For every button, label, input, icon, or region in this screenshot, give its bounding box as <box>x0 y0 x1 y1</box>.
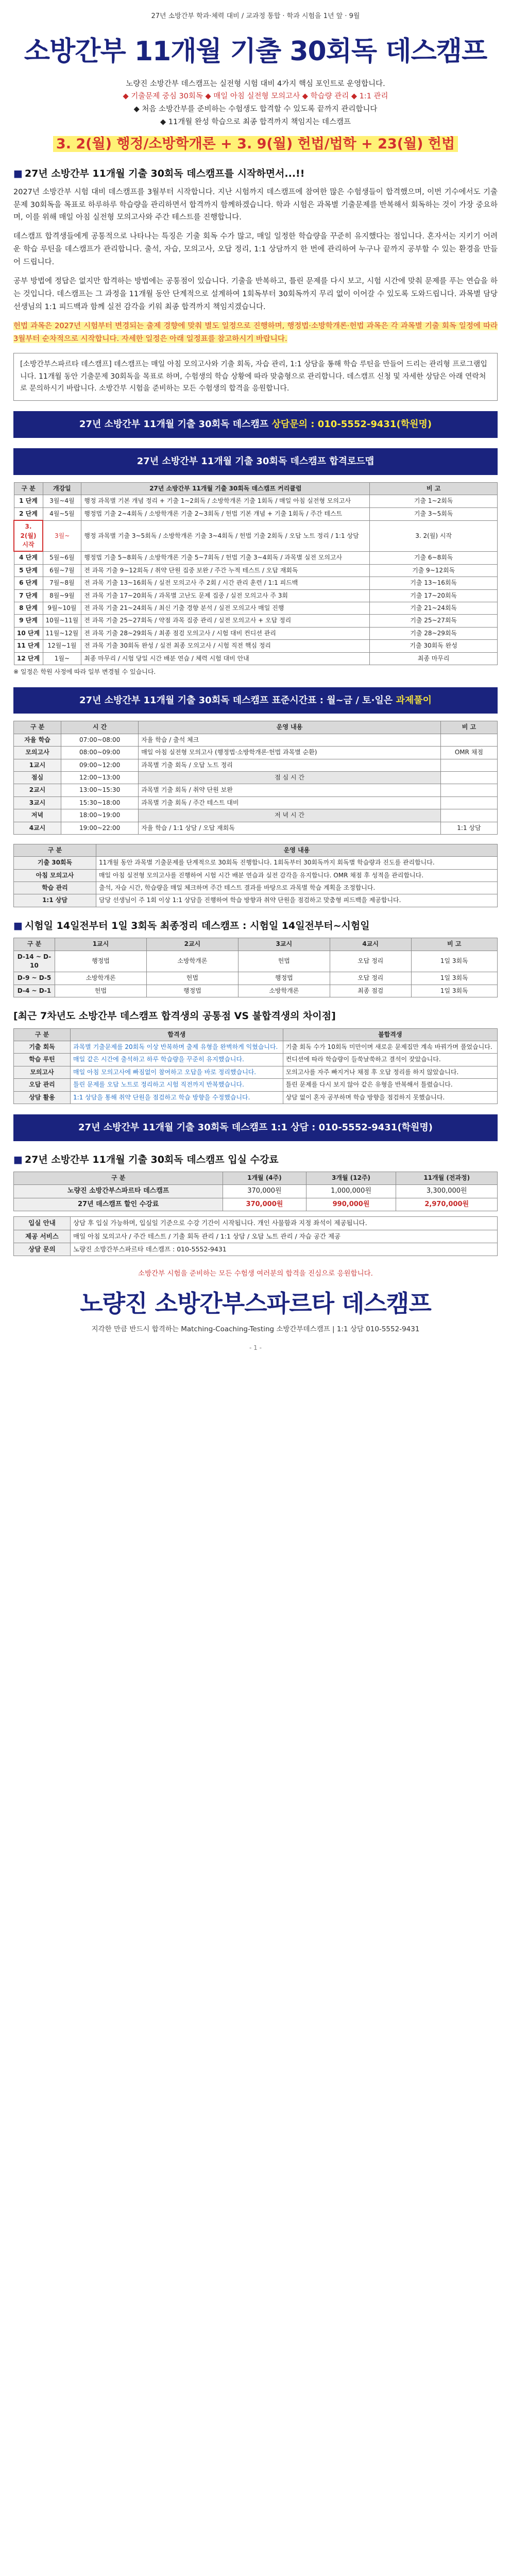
schedule-plan: 행정 과목별 기출 3~5회독 / 소방학개론 기출 3~4회독 / 헌법 기출 2회독 / 오답 노트 정리 / 1:1 상담 <box>81 520 370 551</box>
table-row <box>14 652 498 665</box>
table-row <box>14 520 498 551</box>
intro-section-title <box>13 166 498 181</box>
schedule-note: 기출 28~29회독 <box>370 627 498 639</box>
table-row <box>14 615 498 627</box>
table-row <box>14 640 498 652</box>
daily-label: 모의고사 <box>14 747 61 759</box>
schedule-note: 최종 마무리 <box>370 652 498 665</box>
table-row <box>14 822 498 834</box>
info-label: 제공 서비스 <box>14 1230 71 1243</box>
col-header: 구 분 <box>14 1028 71 1041</box>
curriculum-label: 1:1 상담 <box>14 894 96 907</box>
highlight-text: 헌법 과목은 2027년 시험부터 변경되는 출제 경향에 맞춰 별도 일정으로 진행하며, 행정법·소방학개론·헌법 과목은 각 과목별 기출 회독 일정에 따라 3월부터 순차적으로 시작합니다. 자세한 일정은 아래 일정표를 참고하시기 바랍니다. <box>13 322 498 343</box>
table-row <box>14 1079 498 1091</box>
fee-contact-bar <box>13 1114 498 1141</box>
intro-highlight-paragraph <box>13 320 498 346</box>
col-header: 운영 내용 <box>139 721 441 734</box>
fee-cell: 370,000원 <box>223 1198 306 1211</box>
fee-cell: 2,970,000원 <box>396 1198 498 1211</box>
schedule-step: 2 단계 <box>14 507 43 520</box>
schedule-step: 7 단계 <box>14 589 43 602</box>
daily-note: OMR 채점 <box>440 747 497 759</box>
hero-line: 노량진 소방간부 데스캠프는 실전형 시험 대비 4가지 핵심 포인트로 운영합니다. <box>126 79 385 88</box>
schedule-note: 기출 6~8회독 <box>370 551 498 564</box>
intro-paragraph: 2027년 소방간부 시험 대비 데스캠프를 3월부터 시작합니다. 지난 시험까지 데스캠프에 참여한 많은 수험생들이 합격했으며, 이번 기수에서도 기출문제 30회독을 목표로 하루하루 학습량을 관리하면서 합격까지 함께하겠습니다. 학과 시험은 과목별 기출문제를 반복해서 회독하는 것이 가장 중요하며, 이를 위해 매일 아침 실전형 모의고사와 주간 테스트를 진행합니다. <box>13 188 498 222</box>
exam-cell: 소방학개론 <box>55 972 147 985</box>
table-header-row <box>14 1028 498 1041</box>
daily-time: 12:00~13:00 <box>61 771 139 784</box>
daily-note <box>440 734 497 746</box>
compare-pass: 과목별 기출문제를 20회독 이상 반복하며 출제 유형을 완벽하게 익혔습니다. <box>71 1041 283 1054</box>
col-header: 4교시 <box>330 938 411 951</box>
schedule-note: 기출 9~12회독 <box>370 564 498 577</box>
exam-cell: 헌법 <box>238 951 330 972</box>
compare-label: 기출 회독 <box>14 1041 71 1054</box>
col-header: 비 고 <box>440 721 497 734</box>
schedule-date: 6월~7월 <box>43 564 81 577</box>
exam-cell: 소방학개론 <box>238 985 330 997</box>
col-header: 불합격생 <box>283 1028 497 1041</box>
schedule-plan: 전 과목 기출 13~16회독 / 실전 모의고사 주 2회 / 시간 관리 훈련 / 1:1 피드백 <box>81 577 370 589</box>
col-header: 27년 소방간부 11개월 기출 30회독 데스캠프 커리큘럼 <box>81 483 370 495</box>
start-date-highlight <box>13 133 498 155</box>
table-row <box>14 1217 498 1230</box>
table-row <box>14 784 498 796</box>
table-row <box>14 1091 498 1104</box>
col-header: 비 고 <box>411 938 497 951</box>
schedule-note: 기출 25~27회독 <box>370 615 498 627</box>
table-row <box>14 809 498 822</box>
fee-table <box>13 1172 498 1211</box>
info-content: 매일 아침 모의고사 / 주간 테스트 / 기출 회독 관리 / 1:1 상담 / 오답 노트 관리 / 자습 공간 제공 <box>71 1230 498 1243</box>
fee-cell: 1,000,000원 <box>306 1184 396 1198</box>
table-row <box>14 747 498 759</box>
curriculum-table <box>13 844 498 907</box>
col-header: 1개월 (4주) <box>223 1172 306 1184</box>
compare-fail: 컨디션에 따라 학습량이 들쑥날쑥하고 결석이 잦았습니다. <box>283 1054 497 1066</box>
footer-subtitle: 지각한 만큼 반드시 합격하는 Matching-Coaching-Testing 소방간부데스캠프 | 1:1 상담 010-5552-9431 <box>91 1325 420 1334</box>
col-header: 합격생 <box>71 1028 283 1041</box>
daily-bar-highlight: 과제풀이 <box>396 694 432 706</box>
table-row <box>14 577 498 589</box>
daily-body <box>14 734 498 834</box>
exam-cell: 헌법 <box>55 985 147 997</box>
schedule-step: 6 단계 <box>14 577 43 589</box>
table-row <box>14 602 498 614</box>
table-row <box>14 734 498 746</box>
schedule-plan: 전 과목 기출 17~20회독 / 과목별 고난도 문제 집중 / 실전 모의고사 주 3회 <box>81 589 370 602</box>
curriculum-content: 11개월 동안 과목별 기출문제를 단계적으로 30회독 진행합니다. 1회독부터 30회독까지 회독별 학습량과 진도를 관리합니다. <box>96 857 498 869</box>
top-note: 27년 소방간부 학과·체력 대비 / 교과정 통합 · 학과 시험을 1년 앞 · 9월 <box>151 12 360 20</box>
table-row <box>14 894 498 907</box>
table-row <box>14 857 498 869</box>
table-row <box>14 759 498 771</box>
schedule-body <box>14 495 498 665</box>
table-row <box>14 796 498 809</box>
table-row <box>14 1230 498 1243</box>
daily-table <box>13 721 498 835</box>
daily-time: 08:00~09:00 <box>61 747 139 759</box>
schedule-step: 11 단계 <box>14 640 43 652</box>
fee-label: 27년 데스캠프 할인 수강료 <box>14 1198 223 1211</box>
col-header: 3개월 (12주) <box>306 1172 396 1184</box>
compare-pass: 틀린 문제를 오답 노트로 정리하고 시험 직전까지 반복했습니다. <box>71 1079 283 1091</box>
contact-phone: 상담문의 : 010-5552-9431(학원명) <box>271 419 432 430</box>
exam-cell: 행정법 <box>238 972 330 985</box>
schedule-date: 4월~5월 <box>43 507 81 520</box>
schedule-plan: 전 과목 기출 28~29회독 / 최종 점검 모의고사 / 시험 대비 컨디션 관리 <box>81 627 370 639</box>
daily-content: 저 녁 시 간 <box>139 809 441 822</box>
daily-label: 4교시 <box>14 822 61 834</box>
exam-label: D-4 ~ D-1 <box>14 985 55 997</box>
daily-time: 07:00~08:00 <box>61 734 139 746</box>
exam-table <box>13 938 498 997</box>
table-header-row <box>14 938 498 951</box>
schedule-plan: 최종 마무리 / 시험 당일 시간 배분 연습 / 체력 시험 대비 안내 <box>81 652 370 665</box>
schedule-date: 3월~ <box>43 520 81 551</box>
daily-note <box>440 796 497 809</box>
fee-title-text: 27년 소방간부 11개월 기출 30회독 데스캠프 입실 수강료 <box>24 1154 279 1165</box>
schedule-date: 5월~6월 <box>43 551 81 564</box>
exam-cell: 행정법 <box>55 951 147 972</box>
compare-table <box>13 1028 498 1104</box>
compare-fail: 상담 없이 혼자 공부하며 학습 방향을 점검하지 못했습니다. <box>283 1091 497 1104</box>
col-header: 3교시 <box>238 938 330 951</box>
exam-cell: 행정법 <box>146 985 238 997</box>
info-content: 상담 후 입실 가능하며, 입실일 기준으로 수강 기간이 시작됩니다. 개인 사물함과 지정 좌석이 제공됩니다. <box>71 1217 498 1230</box>
daily-note <box>440 771 497 784</box>
daily-content: 과목별 기출 회독 / 취약 단원 보완 <box>139 784 441 796</box>
contact-bar <box>13 411 498 438</box>
daily-note <box>440 759 497 771</box>
schedule-note: 기출 21~24회독 <box>370 602 498 614</box>
schedule-date: 1월~ <box>43 652 81 665</box>
schedule-date: 10월~11월 <box>43 615 81 627</box>
hero-line: ◆ 11개월 완성 학습으로 최종 합격까지 책임지는 데스캠프 <box>160 117 351 126</box>
col-header: 비 고 <box>370 483 498 495</box>
intro-paragraph: 공부 방법에 정답은 없지만 합격하는 방법에는 공통점이 있습니다. 기출을 반복하고, 틀린 문제를 다시 보고, 시험 시간에 맞춰 문제를 푸는 연습을 하는 것입니다. 데스캠프는 그 과정을 11개월 동안 단계적으로 설계하여 1회독부터 30회독까지 무리 없이 이어갈 수 있도록 도와드립니다. 과목별 담당 선생님의 1:1 피드백과 함께 실전 감각을 키워 최종 합격까지 책임지겠습니다. <box>13 277 498 312</box>
footer-note: 소방간부 시험을 준비하는 모든 수험생 여러분의 합격을 진심으로 응원합니다. <box>138 1269 373 1278</box>
table-row <box>14 1054 498 1066</box>
exam-cell: 헌법 <box>146 972 238 985</box>
info-label: 상담 문의 <box>14 1243 71 1256</box>
schedule-plan: 전 과목 기출 9~12회독 / 취약 단원 집중 보완 / 주간 누적 테스트 / 오답 재회독 <box>81 564 370 577</box>
schedule-footnote: ※ 일정은 학원 사정에 따라 일부 변경될 수 있습니다. <box>13 668 156 675</box>
compare-pass: 매일 아침 모의고사에 빠짐없이 참여하고 오답을 바로 정리했습니다. <box>71 1066 283 1078</box>
table-header-row <box>14 483 498 495</box>
col-header: 개강일 <box>43 483 81 495</box>
square-bullet-icon: ■ <box>13 920 23 931</box>
schedule-step: 4 단계 <box>14 551 43 564</box>
square-bullet-icon: ■ <box>13 168 23 180</box>
compare-label: 모의고사 <box>14 1066 71 1078</box>
page-number: - 1 - <box>249 1344 262 1351</box>
exam-cell: 최종 점검 <box>330 985 411 997</box>
schedule-plan: 행정법 기출 2~4회독 / 소방학개론 기출 2~3회독 / 헌법 기본 개념 + 기출 1회독 / 주간 테스트 <box>81 507 370 520</box>
table-row <box>14 951 498 972</box>
exam-cell: 오답 정리 <box>330 951 411 972</box>
daily-time: 18:00~19:00 <box>61 809 139 822</box>
schedule-bar <box>13 448 498 475</box>
curriculum-body <box>14 857 498 907</box>
daily-note <box>440 809 497 822</box>
daily-time: 15:30~18:00 <box>61 796 139 809</box>
daily-bar <box>13 687 498 714</box>
info-label: 입실 안내 <box>14 1217 71 1230</box>
table-row <box>14 564 498 577</box>
table-row <box>14 589 498 602</box>
compare-label: 상담 활용 <box>14 1091 71 1104</box>
table-row <box>14 1066 498 1078</box>
info-table <box>13 1216 498 1256</box>
table-row <box>14 495 498 507</box>
col-header: 2교시 <box>146 938 238 951</box>
schedule-date: 8월~9월 <box>43 589 81 602</box>
schedule-note: 기출 13~16회독 <box>370 577 498 589</box>
schedule-plan: 전 과목 기출 21~24회독 / 최신 기출 경향 분석 / 실전 모의고사 매일 진행 <box>81 602 370 614</box>
exam-cell: 1일 3회독 <box>411 951 497 972</box>
daily-label: 자율 학습 <box>14 734 61 746</box>
exam-label: D-9 ~ D-5 <box>14 972 55 985</box>
daily-content: 과목별 기출 회독 / 주간 테스트 대비 <box>139 796 441 809</box>
hero-line: ◆ 기출문제 중심 30회독 ◆ 매일 아침 실전형 모의고사 ◆ 학습량 관리 ◆ 1:1 관리 <box>123 92 388 101</box>
table-row <box>14 1041 498 1054</box>
table-row <box>14 1184 498 1198</box>
daily-label: 저녁 <box>14 809 61 822</box>
col-header: 구 분 <box>14 483 43 495</box>
highlight-text: 3. 2(월) 행정/소방학개론 + 3. 9(월) 헌법/법학 + 23(월) 헌법 <box>53 136 458 152</box>
daily-label: 점심 <box>14 771 61 784</box>
footer-title: 노량진 소방간부스파르타 데스캠프 <box>80 1289 431 1317</box>
fee-body <box>14 1184 498 1211</box>
compare-body <box>14 1041 498 1104</box>
table-row <box>14 507 498 520</box>
compare-title-text: [최근 7차년도 소방간부 데스캠프 합격생의 공통점 VS 불합격생의 차이점] <box>13 1010 336 1022</box>
table-header-row <box>14 721 498 734</box>
table-row <box>14 985 498 997</box>
square-bullet-icon: ■ <box>13 1154 23 1165</box>
table-row <box>14 551 498 564</box>
curriculum-content: 매일 아침 실전형 모의고사를 진행하여 시험 시간 배분 연습과 실전 감각을 유지합니다. OMR 채점 후 성적을 관리합니다. <box>96 869 498 882</box>
daily-note: 1:1 상담 <box>440 822 497 834</box>
contact-bar-text: 27년 소방간부 11개월 기출 30회독 데스캠프 <box>79 419 272 430</box>
table-row <box>14 627 498 639</box>
daily-content: 자율 학습 / 출석 체크 <box>139 734 441 746</box>
compare-section-title <box>13 1009 498 1024</box>
col-header: 구 분 <box>14 938 55 951</box>
info-body <box>14 1217 498 1256</box>
curriculum-content: 담당 선생님이 주 1회 이상 1:1 상담을 진행하여 학습 방향과 취약 단원을 점검하고 맞춤형 피드백을 제공합니다. <box>96 894 498 907</box>
col-header: 구 분 <box>14 721 61 734</box>
compare-fail: 틀린 문제를 다시 보지 않아 같은 유형을 반복해서 틀렸습니다. <box>283 1079 497 1091</box>
curriculum-content: 출석, 자습 시간, 학습량을 매일 체크하며 주간 테스트 결과를 바탕으로 과목별 학습 계획을 조정합니다. <box>96 882 498 894</box>
info-content: 노량진 소방간부스파르타 데스캠프 : 010-5552-9431 <box>71 1243 498 1256</box>
compare-pass: 1:1 상담을 통해 취약 단원을 점검하고 학습 방향을 수정했습니다. <box>71 1091 283 1104</box>
compare-fail: 모의고사를 자주 빠지거나 채점 후 오답 정리를 하지 않았습니다. <box>283 1066 497 1078</box>
schedule-step: 10 단계 <box>14 627 43 639</box>
fee-contact-text: 27년 소방간부 11개월 기출 30회독 데스캠프 1:1 상담 : 010-5552-9431(학원명) <box>78 1122 433 1133</box>
col-header: 구 분 <box>14 1172 223 1184</box>
schedule-note: 3. 2(월) 시작 <box>370 520 498 551</box>
daily-label: 1교시 <box>14 759 61 771</box>
daily-content: 과목별 기출 회독 / 오답 노트 정리 <box>139 759 441 771</box>
table-row <box>14 972 498 985</box>
curriculum-label: 기출 30회독 <box>14 857 96 869</box>
exam-section-title <box>13 919 498 934</box>
exam-body <box>14 951 498 997</box>
daily-label: 3교시 <box>14 796 61 809</box>
exam-cell: 오답 정리 <box>330 972 411 985</box>
col-header: 시 간 <box>61 721 139 734</box>
schedule-step: 1 단계 <box>14 495 43 507</box>
hero-line: ◆ 처음 소방간부를 준비하는 수험생도 합격할 수 있도록 끝까지 관리합니다 <box>133 105 378 114</box>
exam-cell: 소방학개론 <box>146 951 238 972</box>
compare-label: 학습 루틴 <box>14 1054 71 1066</box>
schedule-date: 3월~4월 <box>43 495 81 507</box>
table-row <box>14 1243 498 1256</box>
daily-content: 자율 학습 / 1:1 상담 / 오답 재회독 <box>139 822 441 834</box>
note-text: [소방간부스파르타 데스캠프] 데스캠프는 매일 아침 모의고사와 기출 회독, 자습 관리, 1:1 상담을 통해 학습 루틴을 만들어 드리는 관리형 프로그램입니다. 11개월 동안 기출문제 30회독을 목표로 하며, 수험생의 학습 상황에 따라 맞춤형으로 관리합니다. 데스캠프 신청 및 자세한 상담은 아래 연락처로 문의하시기 바랍니다. 소방간부 시험을 준비하는 모든 수험생의 합격을 응원합니다. <box>20 360 487 393</box>
schedule-plan: 전 과목 기출 30회독 완성 / 실전 최종 모의고사 / 시험 직전 핵심 정리 <box>81 640 370 652</box>
daily-time: 19:00~22:00 <box>61 822 139 834</box>
table-header-row <box>14 844 498 856</box>
compare-pass: 매일 같은 시간에 출석하고 하루 학습량을 꾸준히 유지했습니다. <box>71 1054 283 1066</box>
schedule-note: 기출 30회독 완성 <box>370 640 498 652</box>
col-header: 구 분 <box>14 844 96 856</box>
exam-label: D-14 ~ D-10 <box>14 951 55 972</box>
exam-cell: 1일 3회독 <box>411 972 497 985</box>
daily-bar-text: 27년 소방간부 11개월 기출 30회독 데스캠프 표준시간표 : 월~금 / 토·일은 <box>79 694 396 706</box>
col-header: 운영 내용 <box>96 844 498 856</box>
table-header-row <box>14 1172 498 1184</box>
intro-paragraph: 데스캠프 합격생들에게 공통적으로 나타나는 특징은 기출 회독 수가 많고, 매일 일정한 학습량을 꾸준히 유지했다는 점입니다. 혼자서는 지키기 어려운 학습 루틴을 데스캠프가 관리합니다. 출석, 자습, 모의고사, 오답 정리, 1:1 상담까지 한 번에 관리하여 누구나 끝까지 공부할 수 있는 환경을 만들어 드립니다. <box>13 232 498 267</box>
exam-cell: 1일 3회독 <box>411 985 497 997</box>
intro-note-box <box>13 353 498 401</box>
daily-time: 09:00~12:00 <box>61 759 139 771</box>
daily-content: 매일 아침 실전형 모의고사 (행정법·소방학개론·헌법 과목별 순환) <box>139 747 441 759</box>
schedule-step: 9 단계 <box>14 615 43 627</box>
schedule-plan: 행정 과목별 기본 개념 정리 + 기출 1~2회독 / 소방학개론 기출 1회독 / 매일 아침 실전형 모의고사 <box>81 495 370 507</box>
schedule-date: 11월~12월 <box>43 627 81 639</box>
daily-time: 13:00~15:30 <box>61 784 139 796</box>
col-header: 1교시 <box>55 938 147 951</box>
schedule-bar-text: 27년 소방간부 11개월 기출 30회독 데스캠프 합격로드맵 <box>137 456 374 467</box>
curriculum-label: 아침 모의고사 <box>14 869 96 882</box>
page-title: 소방간부 11개월 기출 30회독 데스캠프 <box>24 36 487 67</box>
schedule-table <box>13 482 498 665</box>
exam-title-text: 시험일 14일전부터 1일 3회독 최종정리 데스캠프 : 시험일 14일전부터~시험일 <box>24 920 370 931</box>
table-row <box>14 882 498 894</box>
curriculum-label: 학습 관리 <box>14 882 96 894</box>
col-header: 11개월 (전과정) <box>396 1172 498 1184</box>
schedule-note: 기출 17~20회독 <box>370 589 498 602</box>
fee-cell: 990,000원 <box>306 1198 396 1211</box>
schedule-plan: 전 과목 기출 25~27회독 / 약점 과목 집중 관리 / 실전 모의고사 + 오답 정리 <box>81 615 370 627</box>
daily-note <box>440 784 497 796</box>
fee-section-title <box>13 1153 498 1167</box>
intro-title-text: 27년 소방간부 11개월 기출 30회독 데스캠프를 시작하면서...!! <box>24 168 305 180</box>
table-row <box>14 771 498 784</box>
daily-label: 2교시 <box>14 784 61 796</box>
fee-cell: 3,300,000원 <box>396 1184 498 1198</box>
daily-content: 점 심 시 간 <box>139 771 441 784</box>
schedule-date: 9월~10월 <box>43 602 81 614</box>
table-row <box>14 869 498 882</box>
schedule-note: 기출 3~5회독 <box>370 507 498 520</box>
fee-label: 노량진 소방간부스파르타 데스캠프 <box>14 1184 223 1198</box>
schedule-step: 5 단계 <box>14 564 43 577</box>
schedule-step: 12 단계 <box>14 652 43 665</box>
schedule-step: 3. 2(월) 시작 <box>14 520 43 551</box>
schedule-date: 12월~1월 <box>43 640 81 652</box>
schedule-note: 기출 1~2회독 <box>370 495 498 507</box>
compare-fail: 기출 회독 수가 10회독 미만이며 새로운 문제집만 계속 바꿔가며 풀었습니다. <box>283 1041 497 1054</box>
schedule-step: 8 단계 <box>14 602 43 614</box>
compare-label: 오답 관리 <box>14 1079 71 1091</box>
schedule-plan: 행정법 기출 5~8회독 / 소방학개론 기출 5~7회독 / 헌법 기출 3~4회독 / 과목별 실전 모의고사 <box>81 551 370 564</box>
schedule-date: 7월~8월 <box>43 577 81 589</box>
fee-cell: 370,000원 <box>223 1184 306 1198</box>
table-row <box>14 1198 498 1211</box>
hero-lines <box>13 78 498 129</box>
